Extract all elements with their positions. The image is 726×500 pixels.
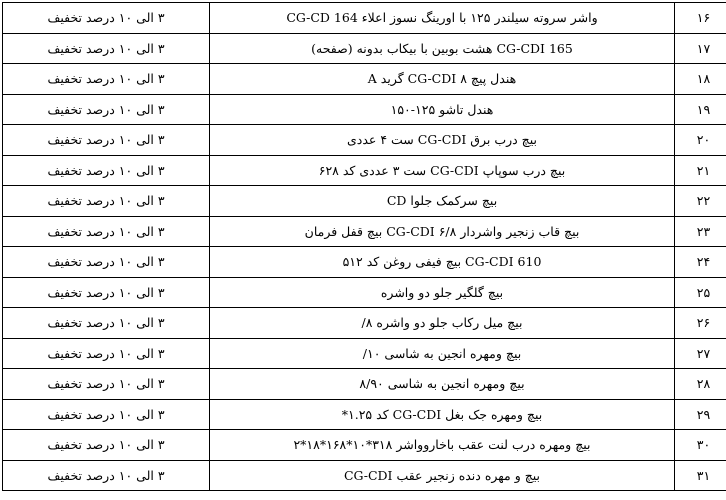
table-row — [3, 33, 726, 64]
row-discount: ۳ الی ۱۰ درصد تخفیف — [3, 3, 210, 34]
row-description: بیچ ومهره انجین به شاسی ۱۰/ — [210, 338, 675, 369]
price-table — [2, 2, 726, 491]
table-row — [3, 94, 726, 125]
row-discount: ۳ الی ۱۰ درصد تخفیف — [3, 186, 210, 217]
row-number: ۲۶ — [675, 308, 726, 339]
row-description: واشر سروته سیلندر ۱۲۵ با اورینگ نسوز اعلاء CG-CD 164 — [210, 3, 675, 34]
row-description: بیچ و مهره دنده زنجیر عقب CG-CDI — [210, 460, 675, 491]
table-row — [3, 216, 726, 247]
table-body — [3, 3, 726, 491]
row-description: بیچ قاب زنجیر واشردار ۶/۸ CG-CDI بیچ قفل فرمان — [210, 216, 675, 247]
row-number: ۲۷ — [675, 338, 726, 369]
table-row — [3, 430, 726, 461]
table-row — [3, 369, 726, 400]
row-discount: ۳ الی ۱۰ درصد تخفیف — [3, 125, 210, 156]
row-number: ۲۱ — [675, 155, 726, 186]
row-description: CG-CDI 610 بیچ فیفی روغن کد ۵۱۲ — [210, 247, 675, 278]
table-row — [3, 399, 726, 430]
row-description: بیچ میل رکاب جلو دو واشره ۸/ — [210, 308, 675, 339]
table-row — [3, 247, 726, 278]
row-discount: ۳ الی ۱۰ درصد تخفیف — [3, 64, 210, 95]
row-discount: ۳ الی ۱۰ درصد تخفیف — [3, 94, 210, 125]
row-number: ۲۴ — [675, 247, 726, 278]
row-discount: ۳ الی ۱۰ درصد تخفیف — [3, 216, 210, 247]
row-number: ۲۲ — [675, 186, 726, 217]
row-discount: ۳ الی ۱۰ درصد تخفیف — [3, 308, 210, 339]
row-description: بیچ درب سوپاپ CG-CDI ست ۳ عددی کد ۶۲۸ — [210, 155, 675, 186]
row-description: بیچ ومهره انجین به شاسی ۸/۹۰ — [210, 369, 675, 400]
row-number: ۲۹ — [675, 399, 726, 430]
row-description: هندل تاشو ۱۲۵-۱۵۰ — [210, 94, 675, 125]
table-row — [3, 125, 726, 156]
table-row — [3, 186, 726, 217]
row-discount: ۳ الی ۱۰ درصد تخفیف — [3, 399, 210, 430]
table-row — [3, 308, 726, 339]
table-row — [3, 338, 726, 369]
table-row — [3, 460, 726, 491]
row-discount: ۳ الی ۱۰ درصد تخفیف — [3, 277, 210, 308]
row-discount: ۳ الی ۱۰ درصد تخفیف — [3, 460, 210, 491]
row-number: ۲۰ — [675, 125, 726, 156]
row-discount: ۳ الی ۱۰ درصد تخفیف — [3, 33, 210, 64]
row-discount: ۳ الی ۱۰ درصد تخفیف — [3, 155, 210, 186]
row-discount: ۳ الی ۱۰ درصد تخفیف — [3, 369, 210, 400]
row-discount: ۳ الی ۱۰ درصد تخفیف — [3, 247, 210, 278]
row-description: بیچ سرکمک جلوا CD — [210, 186, 675, 217]
row-description: بیچ ومهره جک بغل CG-CDI کد ۱.۲۵* — [210, 399, 675, 430]
row-description: بیچ گلگیر جلو دو واشره — [210, 277, 675, 308]
row-number: ۲۵ — [675, 277, 726, 308]
row-number: ۲۳ — [675, 216, 726, 247]
row-discount: ۳ الی ۱۰ درصد تخفیف — [3, 430, 210, 461]
row-description: بیچ ومهره درب لنت عقب باخاروواشر ۳۱۸*۱۰*۱۶۸*۱۸*۲ — [210, 430, 675, 461]
table-row — [3, 155, 726, 186]
row-description: CG-CDI 165 هشت بوبین با بیکاب بدونه (صفحه) — [210, 33, 675, 64]
row-number: ۱۷ — [675, 33, 726, 64]
row-description: بیچ درب برق CG-CDI ست ۴ عددی — [210, 125, 675, 156]
table-row — [3, 277, 726, 308]
table-row — [3, 3, 726, 34]
row-number: ۱۸ — [675, 64, 726, 95]
row-number: ۳۰ — [675, 430, 726, 461]
row-number: ۱۶ — [675, 3, 726, 34]
row-description: هندل پیچ ۸ CG-CDI گرید A — [210, 64, 675, 95]
row-number: ۳۱ — [675, 460, 726, 491]
row-number: ۲۸ — [675, 369, 726, 400]
row-number: ۱۹ — [675, 94, 726, 125]
row-discount: ۳ الی ۱۰ درصد تخفیف — [3, 338, 210, 369]
table-row — [3, 64, 726, 95]
